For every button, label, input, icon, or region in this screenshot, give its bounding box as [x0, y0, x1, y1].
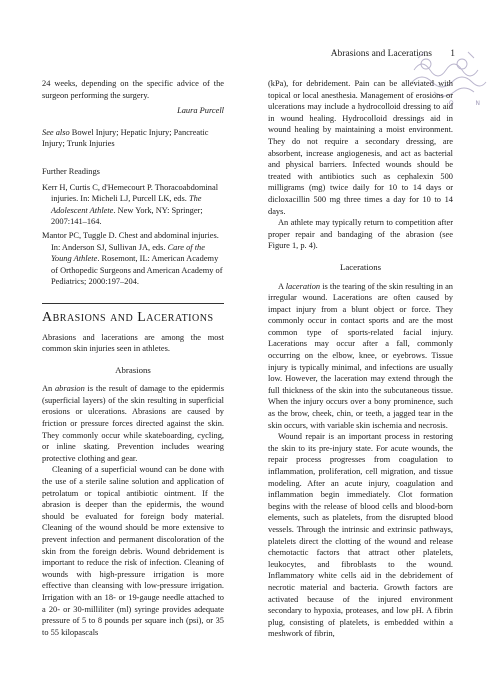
intro-paragraph: Abrasions and lacerations are among the most common skin injuries seen in athletes. — [42, 332, 224, 354]
body-text: An — [42, 384, 55, 394]
body-text: A — [278, 281, 286, 291]
right-column — [268, 78, 453, 640]
reference-title: Care of the Young Athlete — [51, 242, 205, 264]
lacerations-heading: Lacerations — [339, 261, 382, 272]
reference-text: Mantor PC, Tuggle D. Chest and abdominal injuries. In: Anderson SJ, Sullivan JA, eds. — [42, 230, 219, 252]
page-number: 1 — [450, 49, 455, 59]
reference-title: The Adolescent Athlete — [51, 194, 202, 215]
reference-text: Kerr H, Curtis C, d'Hemecourt P. Thoracoabdominal injuries. In: Micheli LJ, Purcell LK, eds. — [42, 182, 219, 204]
reference-item — [42, 182, 224, 228]
laceration-paragraph — [268, 281, 453, 432]
left-column — [42, 78, 224, 638]
wound-repair-paragraph: Wound repair is an important process in restoring the skin to its pre-injury state. For acute wounds, the repair process progresses from coagulation to inflammation, proliferation, cell migration, and tissue modeling. After an acute injury, coagulation and inflammation begin immediately. Clot formation begins with the release of blood cells and blood-born elements, such as platelets, from the disrupted blood vessels. Through the intrinsic and extrinsic pathways, platelets direct the clotting of the wound and release chemotactic factors that attract other platelets, leukocytes, and fibroblasts to the wound. Inflammatory white cells aid in the debridement of necrotic material and bacteria. Growth factors are activated because of the injured environment secondary to hypoxia, proteases, and low pH. A fibrin plug, consisting of platelets, is embedded within a meshwork of fibrin, — [268, 432, 453, 639]
see-also-lead: See also — [42, 127, 70, 137]
see-also — [42, 127, 224, 150]
term: abrasion — [54, 384, 85, 394]
body-text: is the tearing of the skin resulting in an irregular wound. Lacerations are often caused by impact injury from a blunt object or force. They commonly occur in contact sports and are the most common type of sports-related facial injury. Lacerations may occur after a fall, commonly occurring on the elbow, knee, or eyebrows. Tissue injury is typically minimal, and infections are usually low. However, the laceration may extend through the full thickness of the skin into the subcutaneous tissue. When the injury occurs over a bony prominence, such as the brow, cheek, chin, or teeth, a jagged tear in the skin occurs, with variable skin ischemia and necrosis. — [268, 281, 453, 430]
see-also-text: Bowel Injury; Hepatic Injury; Pancreatic Injury; Trunk Injuries — [42, 127, 209, 149]
continued-paragraph: 24 weeks, depending on the specific advice of the surgeon performing the surgery. — [42, 79, 224, 100]
term: laceration — [285, 281, 321, 291]
reference-text: . Rosemont, IL: American Academy of Orthopedic Surgeons and American Academy of Pediatrics; 2000:197–204. — [51, 254, 223, 287]
watermark-text: O N — [448, 100, 490, 107]
continued-paragraph: (kPa), for debridement. Pain can be alleviated with topical or local anesthesia. Management of erosions or ulcerations may include a hydrocolloid dressing to aid in wound healing. Hydrocolloid dressings aid in wound healing by maintaining a moist environment. They do not require a secondary dressing, are absorbent, increase angiogenesis, and act as bacterial and physical barriers. Infected wounds should be treated with antibiotics such as cephalexin 500 milligrams (mg) twice daily for 10 to 14 days or dicloxacillin 500 mg three times a day for 10 to 14 days. — [268, 79, 453, 216]
article-title: Abrasions and Lacerations — [42, 309, 214, 325]
abrasion-paragraph — [42, 383, 224, 464]
section-divider — [42, 303, 224, 304]
abrasions-heading: Abrasions — [115, 364, 151, 375]
body-text: is the result of damage to the epidermis (superficial layers) of the skin resulting in superficial erosions or ulcerations. Abrasions are caused by friction or pressure forces directed against the skin. They commonly occur while skateboarding, cycling, or inline skating. Prevention includes wearing protective clothing and gear. — [42, 384, 224, 463]
reference-item — [42, 230, 224, 288]
author-signature: Laura Purcell — [177, 106, 224, 116]
return-paragraph: An athlete may typically return to competition after proper repair and bandaging of the abrasion (see Figure 1, p. 4). — [268, 218, 453, 251]
reference-text: . New York, NY: Springer; 2007:141–164. — [51, 205, 203, 227]
further-readings-heading: Further Readings — [42, 166, 100, 176]
abrasion-cleaning-paragraph: Cleaning of a superficial wound can be done with the use of a sterile saline solution and application of petrolatum or topical antibiotic ointment. If the abrasion is deeper than the epidermis, the wound should be evaluated for foreign body material. Cleaning of the wound should be more extensive to prevent infection and permanent discoloration of the skin from the foreign debris. Wound debridement is important to reduce the risk of infection. Cleaning of wounds with high-pressure irrigation is more effective than cleansing with low-pressure irrigation. Irrigation with an 18- or 19-gauge needle attached to a 20- or 30-milliliter (ml) syringe provides adequate pressure of 5 to 8 pounds per square inch (psi), or 35 to 55 kilopascals — [42, 465, 224, 637]
running-head: Abrasions and Lacerations — [330, 49, 432, 59]
